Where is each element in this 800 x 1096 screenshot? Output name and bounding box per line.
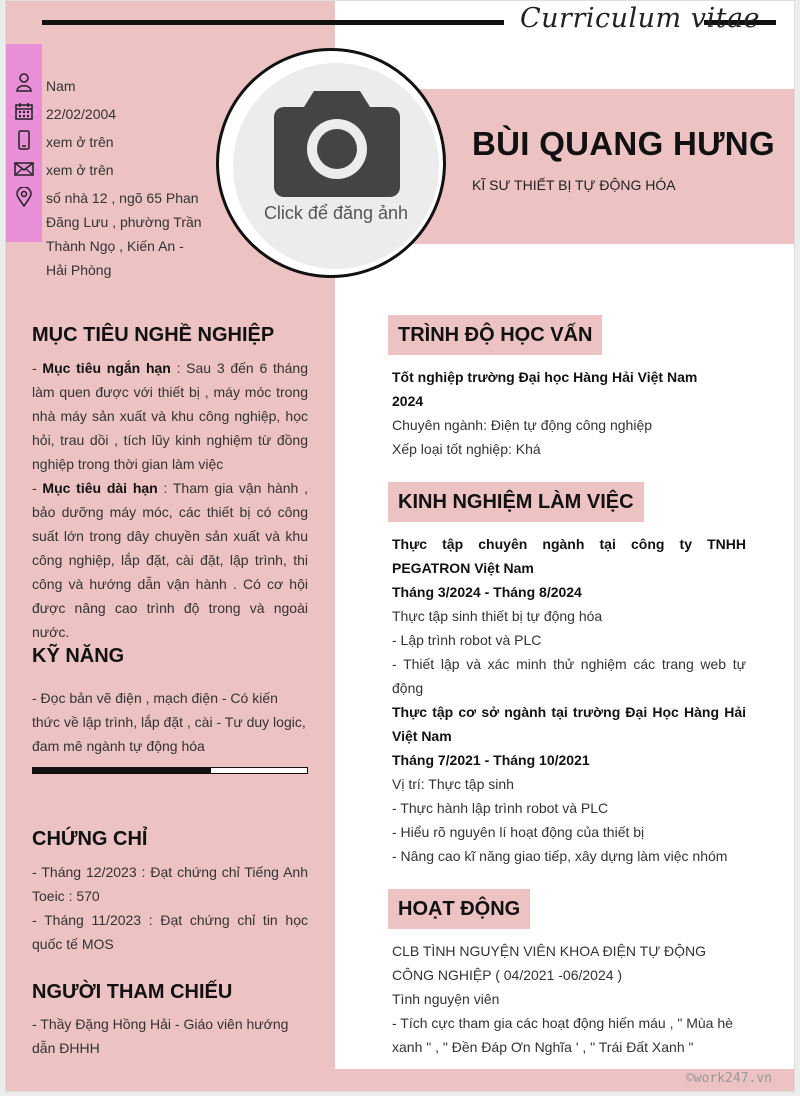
phone-value: xem ở trên [46,134,114,150]
gender-value: Nam [46,78,76,94]
objective-text [32,356,308,644]
watermark: ©work247.vn [685,1071,772,1086]
short-term-text: : Sau 3 đến 6 tháng làm quen được với thiết bị , máy móc trong nhà máy sản xuất và khu công nghiệp, học hỏi, trau dồi , tích lũy kinh nghiệm từ đồng nghiệp trong thời gian làm việc [32,360,308,472]
objective-dash: - [32,360,43,376]
references-heading: NGƯỜI THAM CHIẾU [32,981,233,1003]
cv-script-title: Curriculum vitae [520,3,761,34]
person-icon [14,72,34,92]
job-detail: - Thực hành lập trình robot và PLC [392,800,609,816]
objective-dash: - [32,480,43,496]
certificate-item: - Tháng 12/2023 : Đạt chứng chỉ Tiếng Anh Toeic : 570 [32,864,308,904]
references-text: - Thầy Đặng Hồng Hải - Giáo viên hướng dẫn ĐHHH [32,1016,289,1056]
job-title: Thực tập cơ sở ngành tại trường Đại Học Hàng Hải Việt Nam [392,704,746,744]
education-block [392,365,746,461]
job-detail: - Lập trình robot và PLC [392,632,542,648]
skill-level-bar [32,767,308,774]
job-detail: - Nâng cao kĩ năng giao tiếp, xây dựng làm việc nhóm [392,848,728,864]
job-detail: Thực tập sinh thiết bị tự động hóa [392,608,603,624]
activities-heading: HOẠT ĐỘNG [388,889,530,929]
top-rule-left [42,20,504,25]
address-line: Đăng Lưu , phường Trần [46,214,202,230]
bottom-band [6,1069,794,1092]
contact-icon-strip [6,44,42,242]
job-detail: Vị trí: Thực tập sinh [392,776,514,792]
candidate-job-title: KĨ SƯ THIẾT BỊ TỰ ĐỘNG HÓA [472,177,676,193]
activity-org: CLB TÌNH NGUYỆN VIÊN KHOA ĐIỆN TỰ ĐỘNG CÔNG NGHIỆP ( 04/2021 -06/2024 ) [392,943,707,983]
short-term-label: Mục tiêu ngắn hạn [42,360,171,376]
header-band [406,89,795,244]
experience-block [392,532,746,868]
objective-heading: MỤC TIÊU NGHỀ NGHIỆP [32,324,275,346]
location-icon [14,187,34,207]
long-term-text: : Tham gia vận hành , bảo dưỡng máy móc, các thiết bị có công suất lớn trong dây chuyền sản xuất và khu công nghiệp, lắp đặt, cài đặt, lập trình, thi công và hướng dẫn vận hành . Có cơ hội được nâng cao trình độ trong và ngoài nước. [32,480,308,640]
certificates-list [32,860,308,956]
candidate-name: BÙI QUANG HƯNG [472,125,775,162]
skills-heading: KỸ NĂNG [32,645,125,667]
address-line: số nhà 12 , ngõ 65 Phan [46,190,199,206]
cv-page [5,0,795,1092]
job-title: Thực tập chuyên ngành tại công ty TNHH PEGATRON Việt Nam [392,536,746,576]
skill-level-fill [33,768,211,773]
certificates-heading: CHỨNG CHỈ [32,828,148,850]
job-period: Tháng 7/2021 - Tháng 10/2021 [392,752,590,768]
job-period: Tháng 3/2024 - Tháng 8/2024 [392,584,582,600]
address-value [46,186,216,282]
experience-heading: KINH NGHIỆM LÀM VIỆC [388,482,644,522]
skills-text: - Đọc bản vẽ điện , mạch điện - Có kiến thức về lập trình, lắp đặt , cài - Tư duy logic, đam mê ngành tự động hóa [32,690,306,754]
photo-upload-label[interactable]: Click để đăng ảnh [263,203,409,223]
certificate-item: - Tháng 11/2023 : Đạt chứng chỉ tin học quốc tế MOS [32,912,308,952]
address-line: Thành Ngọ , Kiến An - [46,238,184,254]
long-term-label: Mục tiêu dài hạn [42,480,158,496]
activity-role: Tình nguyện viên [392,991,500,1007]
calendar-icon [14,101,34,121]
education-major: Chuyên ngành: Điện tự động công nghiệp [392,417,653,433]
job-detail: - Thiết lập và xác minh thử nghiệm các trang web tự động [392,656,746,696]
education-heading: TRÌNH ĐỘ HỌC VẤN [388,315,602,355]
phone-icon [14,130,34,150]
education-grade: Xếp loại tốt nghiệp: Khá [392,441,541,457]
education-school: Tốt nghiệp trường Đại học Hàng Hải Việt Nam [392,369,698,385]
address-line: Hải Phòng [46,262,112,278]
camera-icon[interactable] [272,87,402,199]
activities-block [392,939,746,1059]
job-detail: - Hiểu rõ nguyên lí hoạt động của thiết bị [392,824,645,840]
education-year: 2024 [392,393,424,409]
activity-text: - Tích cực tham gia các hoạt động hiến máu , " Mùa hè xanh " , " Đền Đáp Ơn Nghĩa ' , " Trái Đất Xanh " [392,1015,733,1055]
email-value: xem ở trên [46,162,114,178]
mail-icon [14,159,34,179]
birthday-value: 22/02/2004 [46,106,117,122]
